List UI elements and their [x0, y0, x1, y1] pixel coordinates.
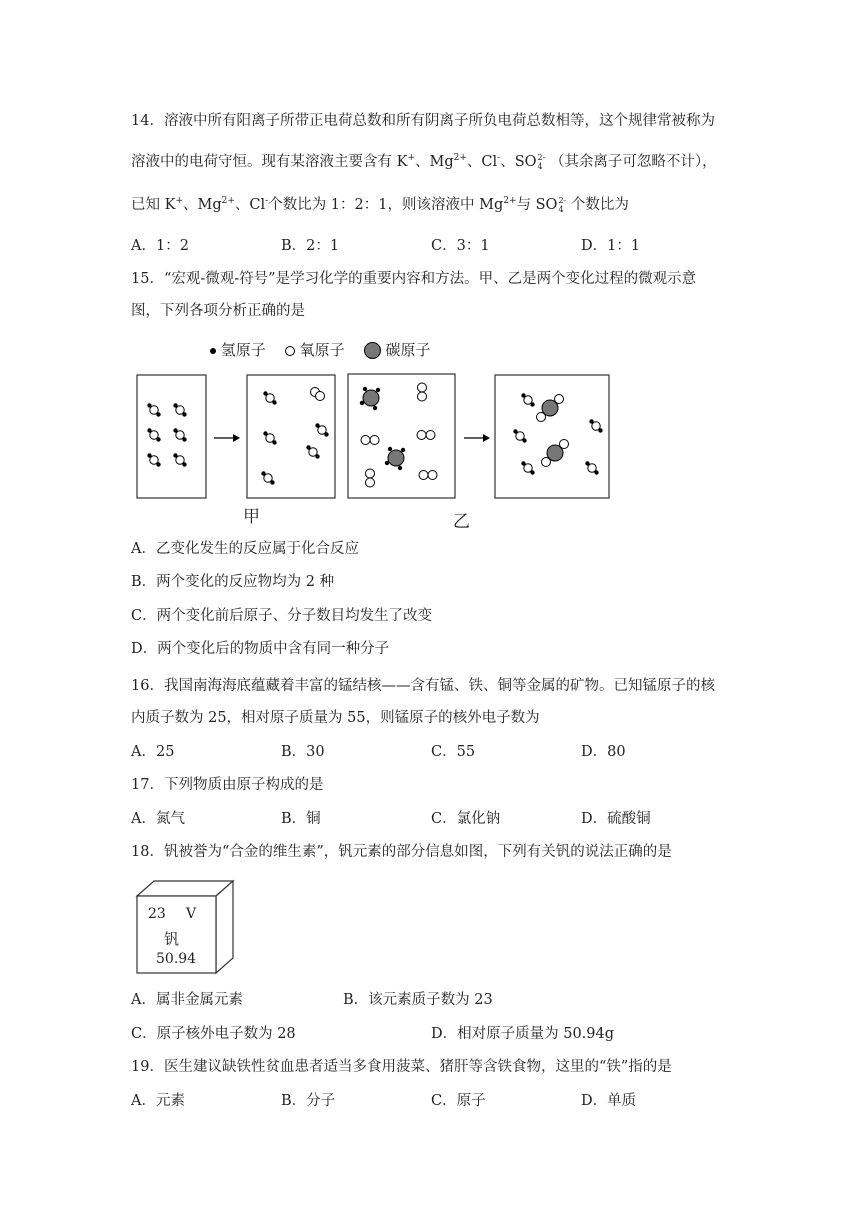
element-number: 23	[148, 906, 166, 922]
q16-line1: 16．我国南海海底蕴藏着丰富的锰结核——含有锰、铁、铜等金属的矿物。已知锰原子的核	[131, 678, 715, 694]
q18-option-d[interactable]: D．相对原子质量为 50.94g	[431, 1026, 615, 1042]
q17-option-c[interactable]: C．氯化钠	[431, 811, 501, 827]
label-jia: 甲	[243, 507, 260, 527]
q16-option-c[interactable]: C．55	[431, 744, 476, 760]
q17-option-d[interactable]: D．硫酸铜	[581, 811, 651, 827]
legend-oxygen: 氧原子	[299, 341, 345, 359]
q18-option-a[interactable]: A．属非金属元素	[131, 992, 243, 1008]
q14-option-a[interactable]: A．1：2	[131, 238, 189, 254]
q14-line1: 14．溶液中所有阳离子所带正电荷总数和所有阴离子所负电荷总数相等，这个规律常被称为	[131, 113, 715, 129]
q14-option-b[interactable]: B．2：1	[281, 238, 340, 254]
q16-option-b[interactable]: B．30	[281, 744, 325, 760]
q19-option-a[interactable]: A．元素	[131, 1093, 185, 1109]
q17-option-b[interactable]: B．铜	[281, 811, 321, 827]
reaction-diagram	[130, 368, 620, 503]
box-jia-before	[137, 375, 206, 498]
element-mass: 50.94	[156, 951, 197, 967]
q18-option-b[interactable]: B．该元素质子数为 23	[343, 992, 493, 1008]
q19-option-c[interactable]: C．原子	[431, 1093, 486, 1109]
q15-option-b[interactable]: B．两个变化的反应物均为 2 种	[131, 574, 335, 590]
box-yi-after	[495, 375, 609, 498]
hydrogen-dot-icon	[210, 348, 216, 354]
q14-option-d[interactable]: D．1：1	[581, 238, 641, 254]
q19-line1: 19．医生建议缺铁性贫血患者适当多食用菠菜、猪肝等含铁食物，这里的“铁”指的是	[131, 1059, 672, 1075]
q15-line2: 图，下列各项分析正确的是	[131, 303, 305, 319]
label-yi: 乙	[453, 512, 470, 532]
legend-hydrogen: 氢原子	[220, 341, 266, 359]
q17-line1: 17．下列物质由原子构成的是	[131, 777, 324, 793]
q19-option-d[interactable]: D．单质	[581, 1093, 637, 1109]
atom-legend	[210, 339, 431, 360]
element-symbol: V	[186, 906, 197, 922]
q15-option-d[interactable]: D．两个变化后的物质中含有同一种分子	[131, 641, 390, 657]
q15-line1: 15．“宏观-微观-符号”是学习化学的重要内容和方法。甲、乙是两个变化过程的微观示意	[131, 271, 697, 287]
q14-line2: 溶液中的电荷守恒。现有某溶液主要含有 K+、$Mg^{2+}$、Cl-、SO 2- 4 （其余离子可忽略不计），	[131, 153, 717, 171]
q14-line3: 已知 K+、$Mg^{2+}$、Cl-个数比为 1：2：1，则该溶液中 $Mg^{2+}$与 SO 2- 4 个数比为	[131, 196, 629, 214]
q16-option-a[interactable]: A．25	[131, 744, 175, 760]
oxygen-circle-icon	[285, 346, 295, 356]
q16-line2: 内质子数为 25，相对原子质量为 55，则锰原子的核外电子数为	[131, 710, 540, 726]
q19-option-b[interactable]: B．分子	[281, 1093, 336, 1109]
q17-option-a[interactable]: A．氮气	[131, 811, 185, 827]
carbon-circle-icon	[364, 342, 381, 359]
q15-option-c[interactable]: C．两个变化前后原子、分子数目均发生了改变	[131, 608, 433, 624]
q16-option-d[interactable]: D．80	[581, 744, 626, 760]
q14-option-c[interactable]: C．3：1	[431, 238, 490, 254]
element-name: 钒	[164, 930, 180, 948]
legend-carbon: 碳原子	[385, 341, 431, 359]
q18-option-c[interactable]: C．原子核外电子数为 28	[131, 1026, 296, 1042]
q18-line1: 18．钒被誉为“合金的维生素”，钒元素的部分信息如图，下列有关钒的说法正确的是	[131, 844, 672, 860]
q15-option-a[interactable]: A．乙变化发生的反应属于化合反应	[131, 541, 359, 557]
